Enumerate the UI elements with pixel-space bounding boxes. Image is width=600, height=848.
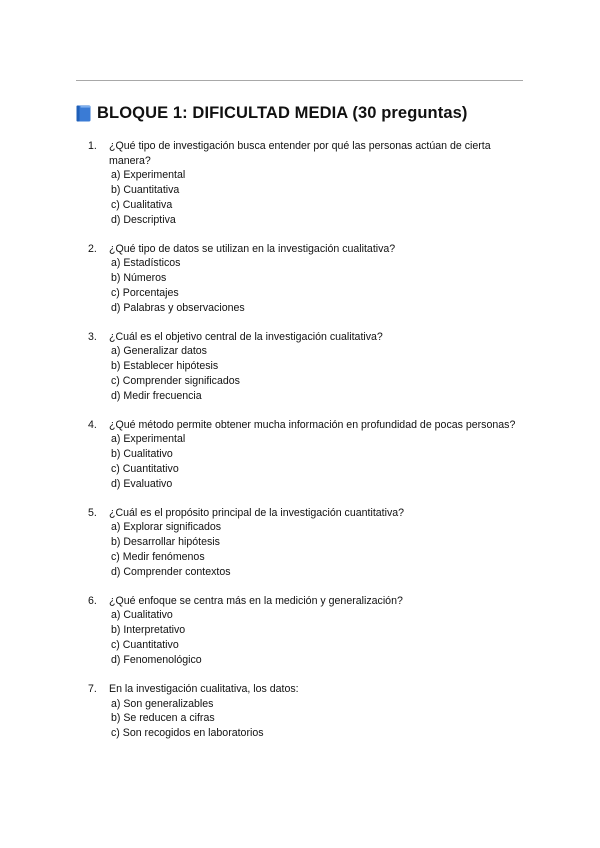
section-title: BLOQUE 1: DIFICULTAD MEDIA (30 preguntas) xyxy=(97,104,468,122)
answer-option: b) Establecer hipótesis xyxy=(111,360,219,373)
question-text: En la investigación cualitativa, los datos: xyxy=(109,682,299,695)
answer-option: d) Fenomenológico xyxy=(111,653,202,666)
question-item xyxy=(88,139,528,227)
option-list xyxy=(109,168,528,227)
answer-option: d) Descriptiva xyxy=(111,213,176,226)
question-item xyxy=(88,594,528,668)
question-text: ¿Qué tipo de investigación busca entender por qué las personas actúan de cierta manera? xyxy=(109,140,491,167)
question-number: 2. xyxy=(88,242,97,255)
answer-option: a) Generalizar datos xyxy=(111,345,207,358)
answer-option: b) Se reducen a cifras xyxy=(111,712,215,725)
question-number: 5. xyxy=(88,506,97,519)
question-item xyxy=(88,682,528,741)
answer-option: b) Cualitativo xyxy=(111,448,173,461)
answer-option: a) Cualitativo xyxy=(111,609,173,622)
question-text: ¿Qué enfoque se centra más en la medición y generalización? xyxy=(109,594,403,607)
answer-option: b) Interpretativo xyxy=(111,624,186,637)
option-list xyxy=(109,344,528,403)
blue-book-icon xyxy=(76,105,91,122)
answer-option: d) Evaluativo xyxy=(111,477,173,490)
answer-option: c) Porcentajes xyxy=(111,286,179,299)
question-text: ¿Qué método permite obtener mucha información en profundidad de pocas personas? xyxy=(109,418,516,431)
answer-option: c) Cuantitativo xyxy=(111,462,179,475)
section-heading xyxy=(76,104,467,123)
option-list xyxy=(109,608,528,667)
option-list xyxy=(109,432,528,491)
question-number: 7. xyxy=(88,682,97,695)
question-number: 3. xyxy=(88,330,97,343)
answer-option: c) Comprender significados xyxy=(111,374,240,387)
answer-option: a) Explorar significados xyxy=(111,521,222,534)
answer-option: c) Son recogidos en laboratorios xyxy=(111,726,264,739)
answer-option: a) Estadísticos xyxy=(111,257,181,270)
question-number: 4. xyxy=(88,418,97,431)
option-list xyxy=(109,256,528,315)
answer-option: b) Desarrollar hipótesis xyxy=(111,536,220,549)
question-number: 1. xyxy=(88,140,97,152)
answer-option: c) Cualitativa xyxy=(111,198,173,211)
option-list xyxy=(109,520,528,579)
question-number: 6. xyxy=(88,594,97,607)
question-text: ¿Cuál es el objetivo central de la investigación cualitativa? xyxy=(109,330,383,343)
answer-option: a) Son generalizables xyxy=(111,697,214,710)
answer-option: a) Experimental xyxy=(111,433,186,446)
option-list xyxy=(109,697,528,741)
question-text: ¿Qué tipo de datos se utilizan en la investigación cualitativa? xyxy=(109,242,396,255)
answer-option: d) Medir frecuencia xyxy=(111,389,202,402)
question-item xyxy=(88,506,528,580)
answer-option: c) Cuantitativo xyxy=(111,638,179,651)
answer-option: a) Experimental xyxy=(111,169,186,182)
answer-option: b) Cuantitativa xyxy=(111,184,180,197)
horizontal-rule xyxy=(76,80,523,81)
answer-option: d) Palabras y observaciones xyxy=(111,301,245,314)
answer-option: b) Números xyxy=(111,272,167,285)
answer-option: c) Medir fenómenos xyxy=(111,550,205,563)
question-item xyxy=(88,242,528,316)
question-item xyxy=(88,418,528,492)
question-item xyxy=(88,330,528,404)
question-text: ¿Cuál es el propósito principal de la investigación cuantitativa? xyxy=(109,506,405,519)
question-list xyxy=(88,139,528,755)
answer-option: d) Comprender contextos xyxy=(111,565,231,578)
